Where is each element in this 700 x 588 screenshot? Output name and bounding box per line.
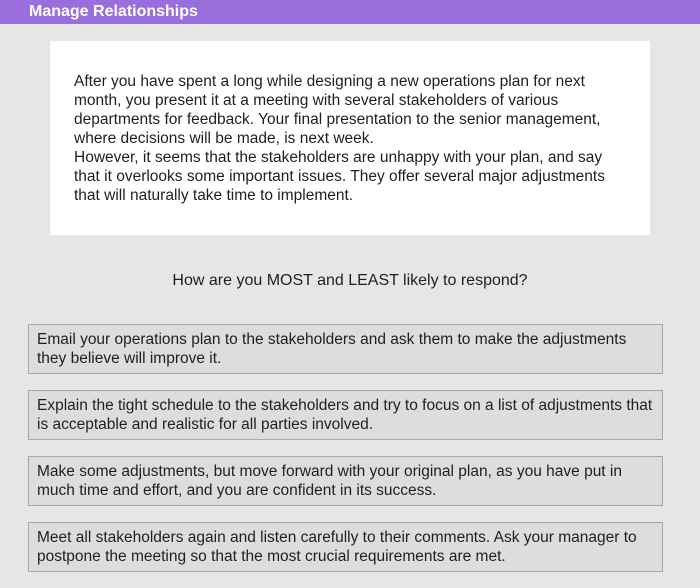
response-option-2[interactable]: Explain the tight schedule to the stakeholders and try to focus on a list of adjustments that is acceptable and realistic for all parties involved. — [28, 390, 663, 440]
scenario-card — [50, 41, 650, 235]
scenario-paragraph-2: However, it seems that the stakeholders are unhappy with your plan, and say that it overlooks some important issues. They offer several major adjustments that will naturally take time to implement. — [74, 149, 605, 204]
header-bar — [0, 0, 700, 24]
response-option-4[interactable]: Meet all stakeholders again and listen carefully to their comments. Ask your manager to postpone the meeting so that the most crucial requirements are met. — [28, 522, 663, 572]
scenario-paragraph-1: After you have spent a long while designing a new operations plan for next month, you present it at a meeting with several stakeholders of various departments for feedback. Your final presentation to the senior management, where decisions will be made, is next week. — [74, 73, 601, 147]
response-option-1[interactable]: Email your operations plan to the stakeholders and ask them to make the adjustments they believe will improve it. — [28, 324, 663, 374]
question-text: How are you MOST and LEAST likely to respond? — [172, 272, 528, 289]
page-title: Manage Relationships — [29, 3, 198, 20]
response-option-3[interactable]: Make some adjustments, but move forward with your original plan, as you have put in much time and effort, and you are confident in its success. — [28, 456, 663, 506]
